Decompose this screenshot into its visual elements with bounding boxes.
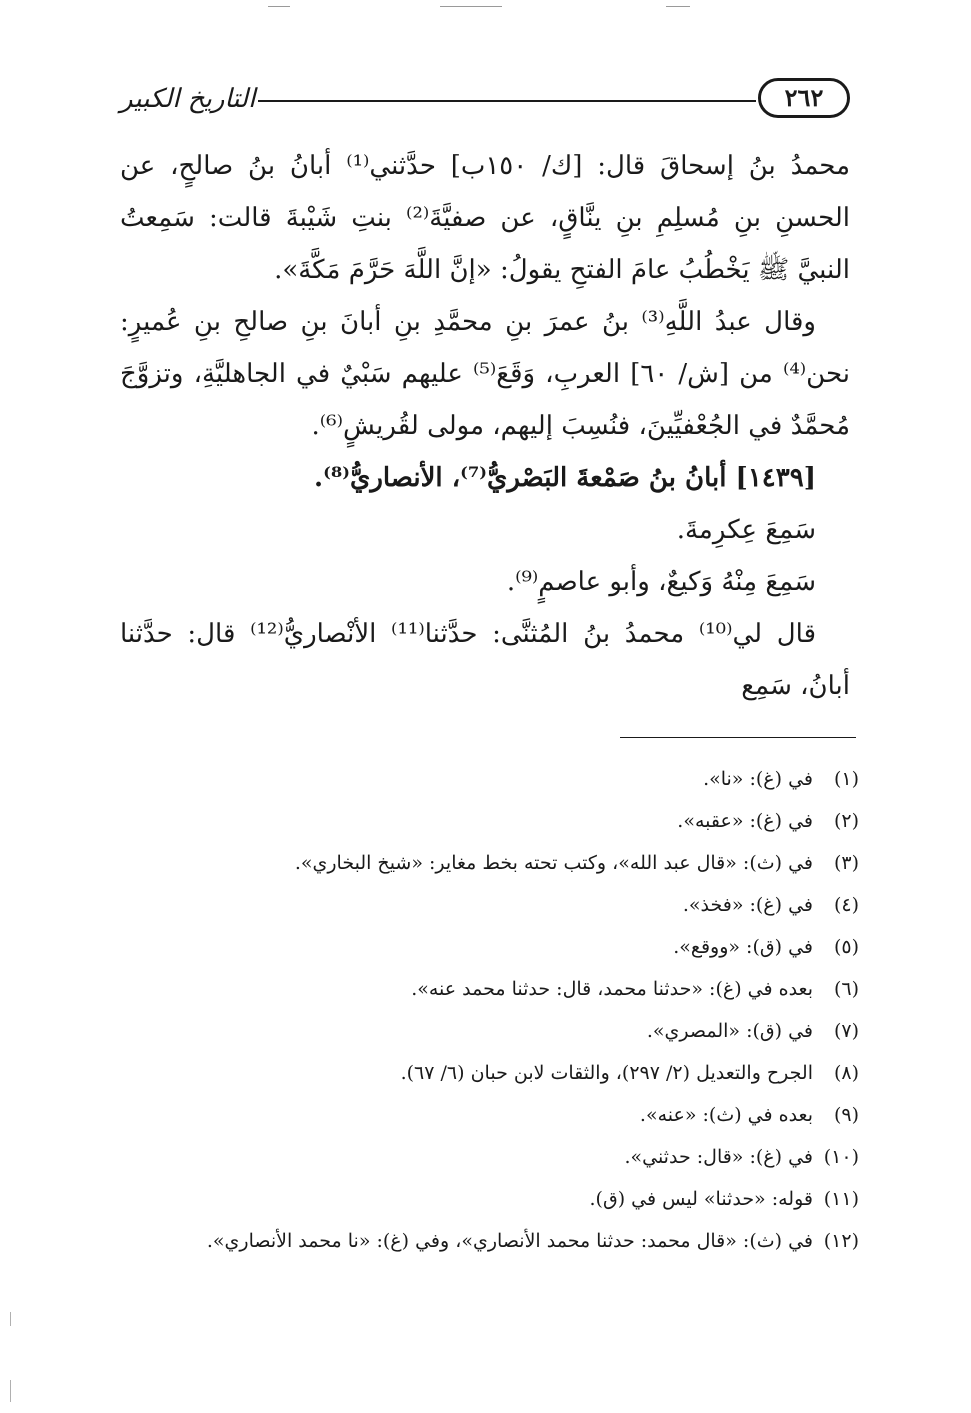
footnote-number: (٩) [833,1104,859,1126]
footnote [139,1094,859,1136]
margin-mark [10,1312,11,1326]
footnote-number: (٢) [833,810,859,832]
entry-heading: [١٤٣٩] أبانُ بنُ صَمْعةَ البَصْريُّ⁽⁷⁾، الأنصاريُّ⁽⁸⁾. [314,463,816,493]
footnote [139,926,859,968]
footnote-text: في (غ): «قال: حدثني». [624,1146,813,1168]
footnote [139,842,859,884]
footnote-number: (١٢) [823,1230,859,1252]
footnote-text: في (ث): «قال محمد: حدثنا محمد الأنصاري»، وفي (غ): «نا محمد الأنصاري». [206,1230,813,1252]
scan-mark [440,6,502,7]
footnote [139,1010,859,1052]
footnote-text: في (ق): «ووقع». [673,936,813,958]
footnote-text: في (ق): «المصري». [646,1020,813,1042]
footnote-number: (١١) [823,1188,859,1210]
footnote [139,1052,859,1094]
footnote [139,968,859,1010]
footnote-number: (٤) [833,894,859,916]
footnote-text: قوله: «حدثنا» ليس في (ق). [589,1188,813,1210]
page-header [120,78,850,124]
scan-mark [666,6,690,7]
main-text [120,140,850,712]
footnote-number: (١) [833,768,859,790]
footnote-text: بعده في (ث): «عنه». [639,1104,813,1126]
footnote [139,758,859,800]
book-title: التاريخ الكبير [120,84,256,114]
footnote-number: (٣) [833,852,859,874]
footnote-number: (٥) [833,936,859,958]
text-line: سَمِعَ مِنْهُ وَكيعٌ، وأبو عاصمٍ⁽⁹⁾. [506,567,816,597]
header-rule [258,100,756,102]
footnote-text: بعده في (غ): «حدثنا محمد، قال: حدثنا محمد عنه». [411,978,813,1000]
footnote-text: في (ث): «قال عبد الله»، وكتب تحته بخط مغاير: «شيخ البخاري». [294,852,813,874]
page-number: ٢٦٢ [758,78,850,118]
footnote-text: في (غ): «فخذ». [682,894,813,916]
footnote-number: (١٠) [823,1146,859,1168]
footnote [139,1178,859,1220]
footnote-text: في (غ): «عقبه». [677,810,813,832]
margin-mark [10,1380,11,1402]
footnote-number: (٦) [833,978,859,1000]
footnote-text: في (غ): «نا». [703,768,813,790]
footnote [139,1136,859,1178]
footnote-number: (٨) [833,1062,859,1084]
footnotes [139,758,859,1262]
footnote [139,1220,859,1262]
text-line: سَمِعَ عِكرِمةَ. [676,515,816,545]
paragraph-narration: محمدُ بنُ إسحاقَ قال: [ك/ ١٥٠ب] حدَّثني⁽¹⁾ أبانُ بنُ صالحٍ، عن الحسنِ بنِ مُسلِمِ بنِ ينَّاقٍ، عن صفيَّةَ⁽²⁾ بنتِ شَيْبةَ قالت: سَمِعتُ النبيَّ ﷺ يَخْطُبُ عامَ الفتحِ يقولُ: «إنَّ اللَّهَ حَرَّمَ مَكَّةَ». [120,151,850,285]
text-line: قال لي⁽¹⁰⁾ محمدُ بنُ المُثنَّى: حدَّثنا⁽¹¹⁾ الأنْصاريُّ⁽¹²⁾ قال: حدَّثنا أبانُ، سَمِع [120,619,850,701]
footnote [139,884,859,926]
paragraph-lineage: وقال عبدُ اللَّهِ⁽³⁾ بنُ عمرَ بنِ محمَّدِ بنِ أبانَ بنِ صالحِ بنِ عُميرٍ: نحن⁽⁴⁾ من [ش/ ٦٠] العربِ، وَقَعَ⁽⁵⁾ عليهم سَبْيٌ في الجاهليَّةِ، وتزوَّجَ مُحمَّدٌ في الجُعْفيِّينَ، فنُسِبَ إليهم، مولى لقُريشٍ⁽⁶⁾. [120,307,850,441]
footnote [139,800,859,842]
footnote-rule [620,737,856,738]
scan-mark [268,6,290,7]
footnote-number: (٧) [833,1020,859,1042]
footnote-text: الجرح والتعديل (٢/ ٢٩٧)، والثقات لابن حبان (٦/ ٦٧). [400,1062,813,1084]
